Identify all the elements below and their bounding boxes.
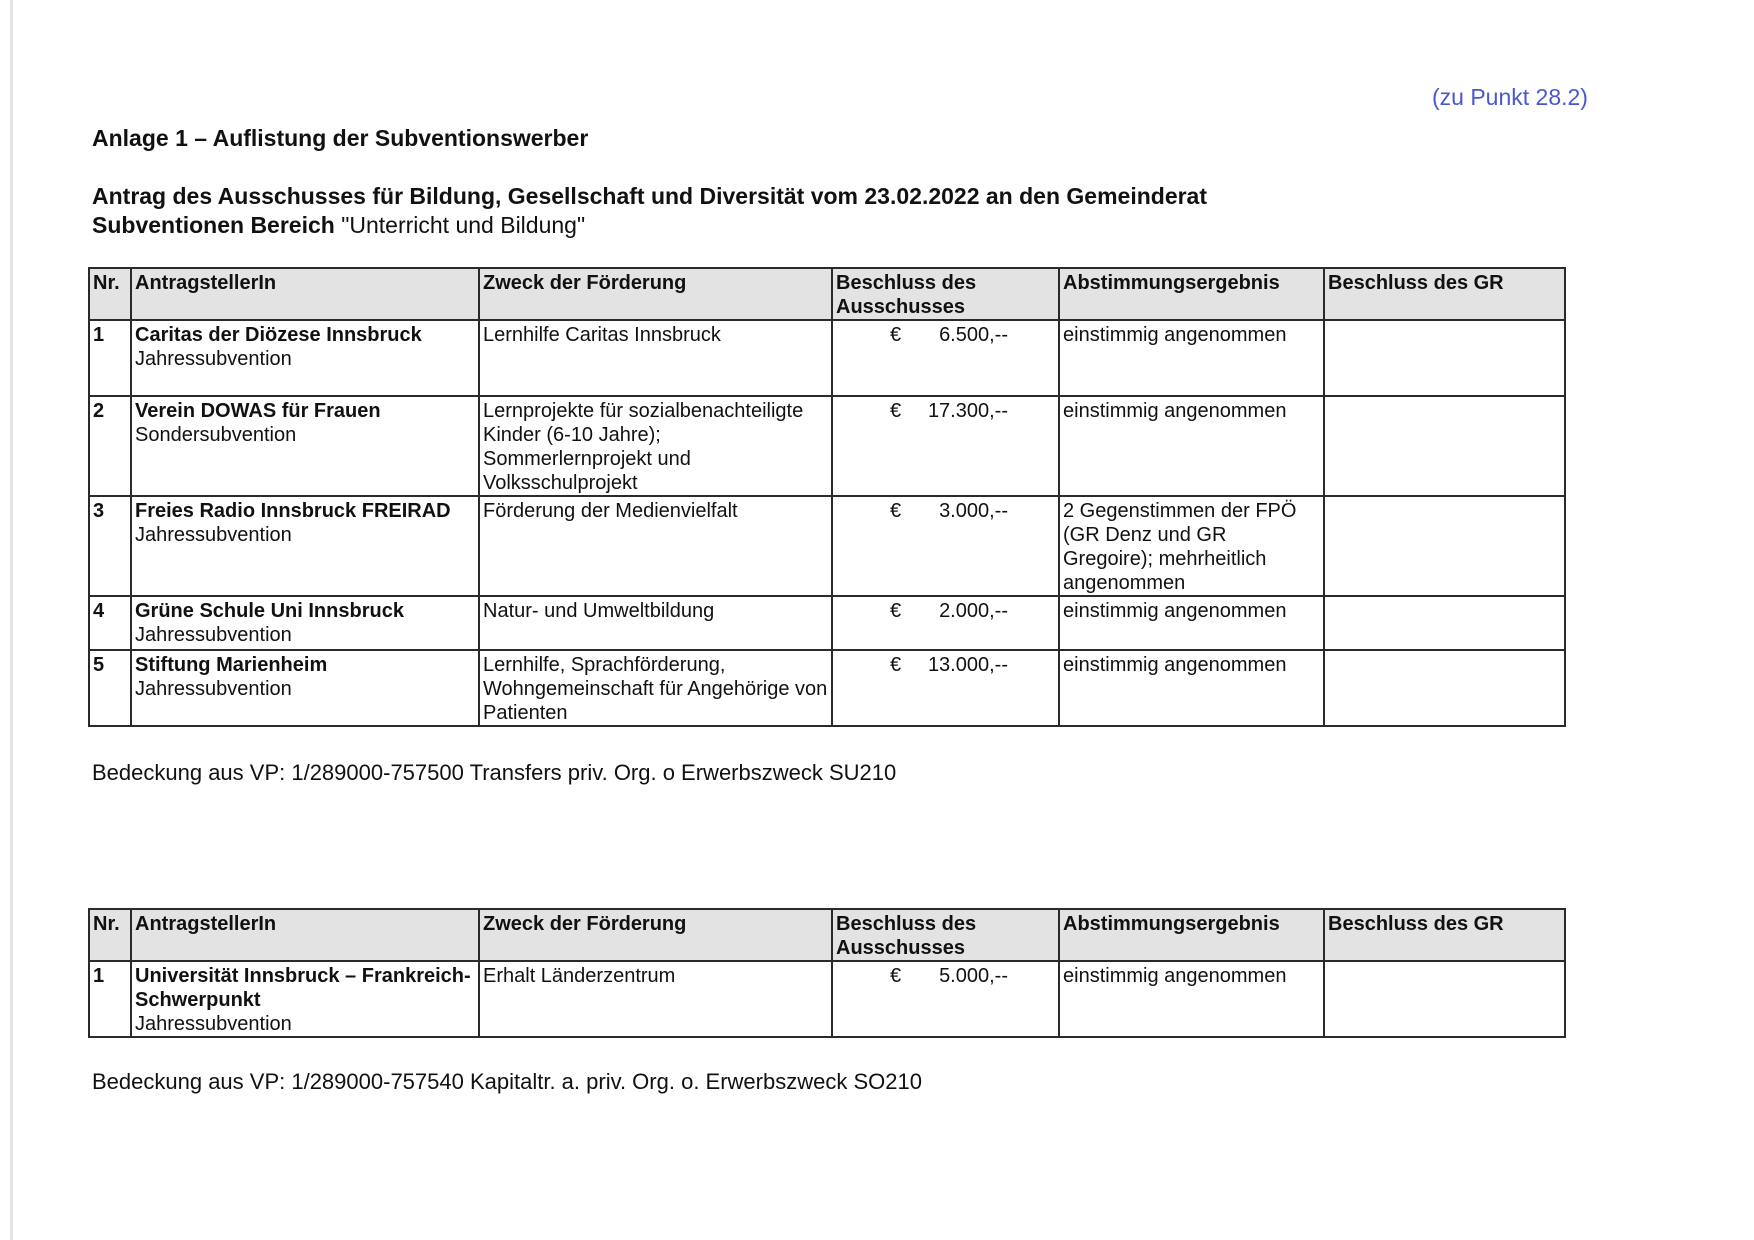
row-council-decision	[1324, 596, 1565, 650]
table-header-row	[89, 268, 1565, 320]
currency-symbol: €	[890, 324, 902, 346]
row-committee-decision	[832, 320, 1059, 396]
amount-value: 2.000,--	[939, 600, 1008, 622]
header-nr: Nr.	[89, 268, 131, 320]
row-applicant	[131, 650, 479, 726]
amount-value: 5.000,--	[939, 965, 1008, 987]
header-nr: Nr.	[89, 909, 131, 961]
applicant-name: Universität Innsbruck – Frankreich-Schwerpunkt	[135, 965, 471, 1011]
row-applicant	[131, 961, 479, 1037]
row-vote-result: 2 Gegenstimmen der FPÖ (GR Denz und GR Gregoire); mehrheitlich angenommen	[1059, 496, 1324, 596]
row-purpose: Erhalt Länderzentrum	[479, 961, 832, 1037]
table-row	[89, 320, 1565, 396]
header-applicant: AntragstellerIn	[131, 268, 479, 320]
subsidy-type: Jahressubvention	[135, 678, 292, 700]
currency-symbol: €	[890, 965, 902, 987]
document-title: Anlage 1 – Auflistung der Subventionswerber	[92, 125, 589, 151]
row-applicant	[131, 596, 479, 650]
applicant-name: Caritas der Diözese Innsbruck	[135, 324, 422, 346]
page-margin-rule	[10, 0, 13, 1240]
table-row	[89, 596, 1565, 650]
row-purpose: Lernhilfe Caritas Innsbruck	[479, 320, 832, 396]
subsidy-type: Sondersubvention	[135, 424, 297, 446]
amount-value: 13.000,--	[927, 654, 1008, 676]
applicant-name: Stiftung Marienheim	[135, 654, 328, 676]
table-row	[89, 496, 1565, 596]
row-council-decision	[1324, 496, 1565, 596]
currency-symbol: €	[890, 500, 902, 522]
subsidy-type: Jahressubvention	[135, 524, 292, 546]
table-header-row	[89, 909, 1565, 961]
row-council-decision	[1324, 961, 1565, 1037]
row-nr: 3	[89, 496, 131, 596]
table-row	[89, 396, 1565, 496]
subsidy-table-2	[88, 908, 1566, 1038]
row-purpose: Förderung der Medienvielfalt	[479, 496, 832, 596]
amount-value: 6.500,--	[939, 324, 1008, 346]
row-committee-decision	[832, 396, 1059, 496]
header-committee-decision: Beschluss des Ausschusses	[832, 909, 1059, 961]
currency-symbol: €	[890, 600, 902, 622]
subsidy-type: Jahressubvention	[135, 624, 292, 646]
header-committee-decision: Beschluss des Ausschusses	[832, 268, 1059, 320]
table-row	[89, 650, 1565, 726]
subsidy-area-heading	[92, 212, 585, 239]
subsidy-type: Jahressubvention	[135, 348, 292, 370]
row-council-decision	[1324, 650, 1565, 726]
header-vote-result: Abstimmungsergebnis	[1059, 268, 1324, 320]
reference-note: (zu Punkt 28.2)	[1432, 84, 1588, 110]
subsidy-type: Jahressubvention	[135, 1013, 292, 1035]
row-purpose: Lernhilfe, Sprachförderung, Wohngemeinschaft für Angehörige von Patienten	[479, 650, 832, 726]
header-council-decision: Beschluss des GR	[1324, 909, 1565, 961]
row-nr: 2	[89, 396, 131, 496]
motion-heading: Antrag des Ausschusses für Bildung, Gesellschaft und Diversität vom 23.02.2022 an den Gemeinderat	[92, 183, 1208, 209]
currency-symbol: €	[890, 400, 902, 422]
row-vote-result: einstimmig angenommen	[1059, 961, 1324, 1037]
amount-value: 3.000,--	[939, 500, 1008, 522]
row-applicant	[131, 496, 479, 596]
table-row	[89, 961, 1565, 1037]
header-vote-result: Abstimmungsergebnis	[1059, 909, 1324, 961]
row-nr: 4	[89, 596, 131, 650]
header-applicant: AntragstellerIn	[131, 909, 479, 961]
row-council-decision	[1324, 320, 1565, 396]
row-vote-result: einstimmig angenommen	[1059, 396, 1324, 496]
subsidy-area-value: "Unterricht und Bildung"	[341, 212, 586, 238]
amount-value: 17.300,--	[927, 400, 1008, 422]
applicant-name: Freies Radio Innsbruck FREIRAD	[135, 500, 451, 522]
row-applicant	[131, 396, 479, 496]
row-nr: 5	[89, 650, 131, 726]
row-committee-decision	[832, 961, 1059, 1037]
row-committee-decision	[832, 596, 1059, 650]
header-purpose: Zweck der Förderung	[479, 909, 832, 961]
row-nr: 1	[89, 961, 131, 1037]
row-nr: 1	[89, 320, 131, 396]
applicant-name: Verein DOWAS für Frauen	[135, 400, 381, 422]
row-vote-result: einstimmig angenommen	[1059, 650, 1324, 726]
subsidy-area-label: Subventionen Bereich	[92, 212, 335, 238]
row-vote-result: einstimmig angenommen	[1059, 596, 1324, 650]
row-committee-decision	[832, 650, 1059, 726]
currency-symbol: €	[890, 654, 902, 676]
header-purpose: Zweck der Förderung	[479, 268, 832, 320]
header-council-decision: Beschluss des GR	[1324, 268, 1565, 320]
row-council-decision	[1324, 396, 1565, 496]
budget-coverage-2: Bedeckung aus VP: 1/289000-757540 Kapitaltr. a. priv. Org. o. Erwerbszweck SO210	[92, 1069, 922, 1094]
budget-coverage-1: Bedeckung aus VP: 1/289000-757500 Transfers priv. Org. o Erwerbszweck SU210	[92, 760, 897, 785]
row-purpose: Lernprojekte für sozialbenachteiligte Kinder (6-10 Jahre); Sommerlernprojekt und Volksschulprojekt	[479, 396, 832, 496]
subsidy-table-1	[88, 267, 1566, 727]
row-committee-decision	[832, 496, 1059, 596]
row-vote-result: einstimmig angenommen	[1059, 320, 1324, 396]
row-applicant	[131, 320, 479, 396]
applicant-name: Grüne Schule Uni Innsbruck	[135, 600, 404, 622]
row-purpose: Natur- und Umweltbildung	[479, 596, 832, 650]
